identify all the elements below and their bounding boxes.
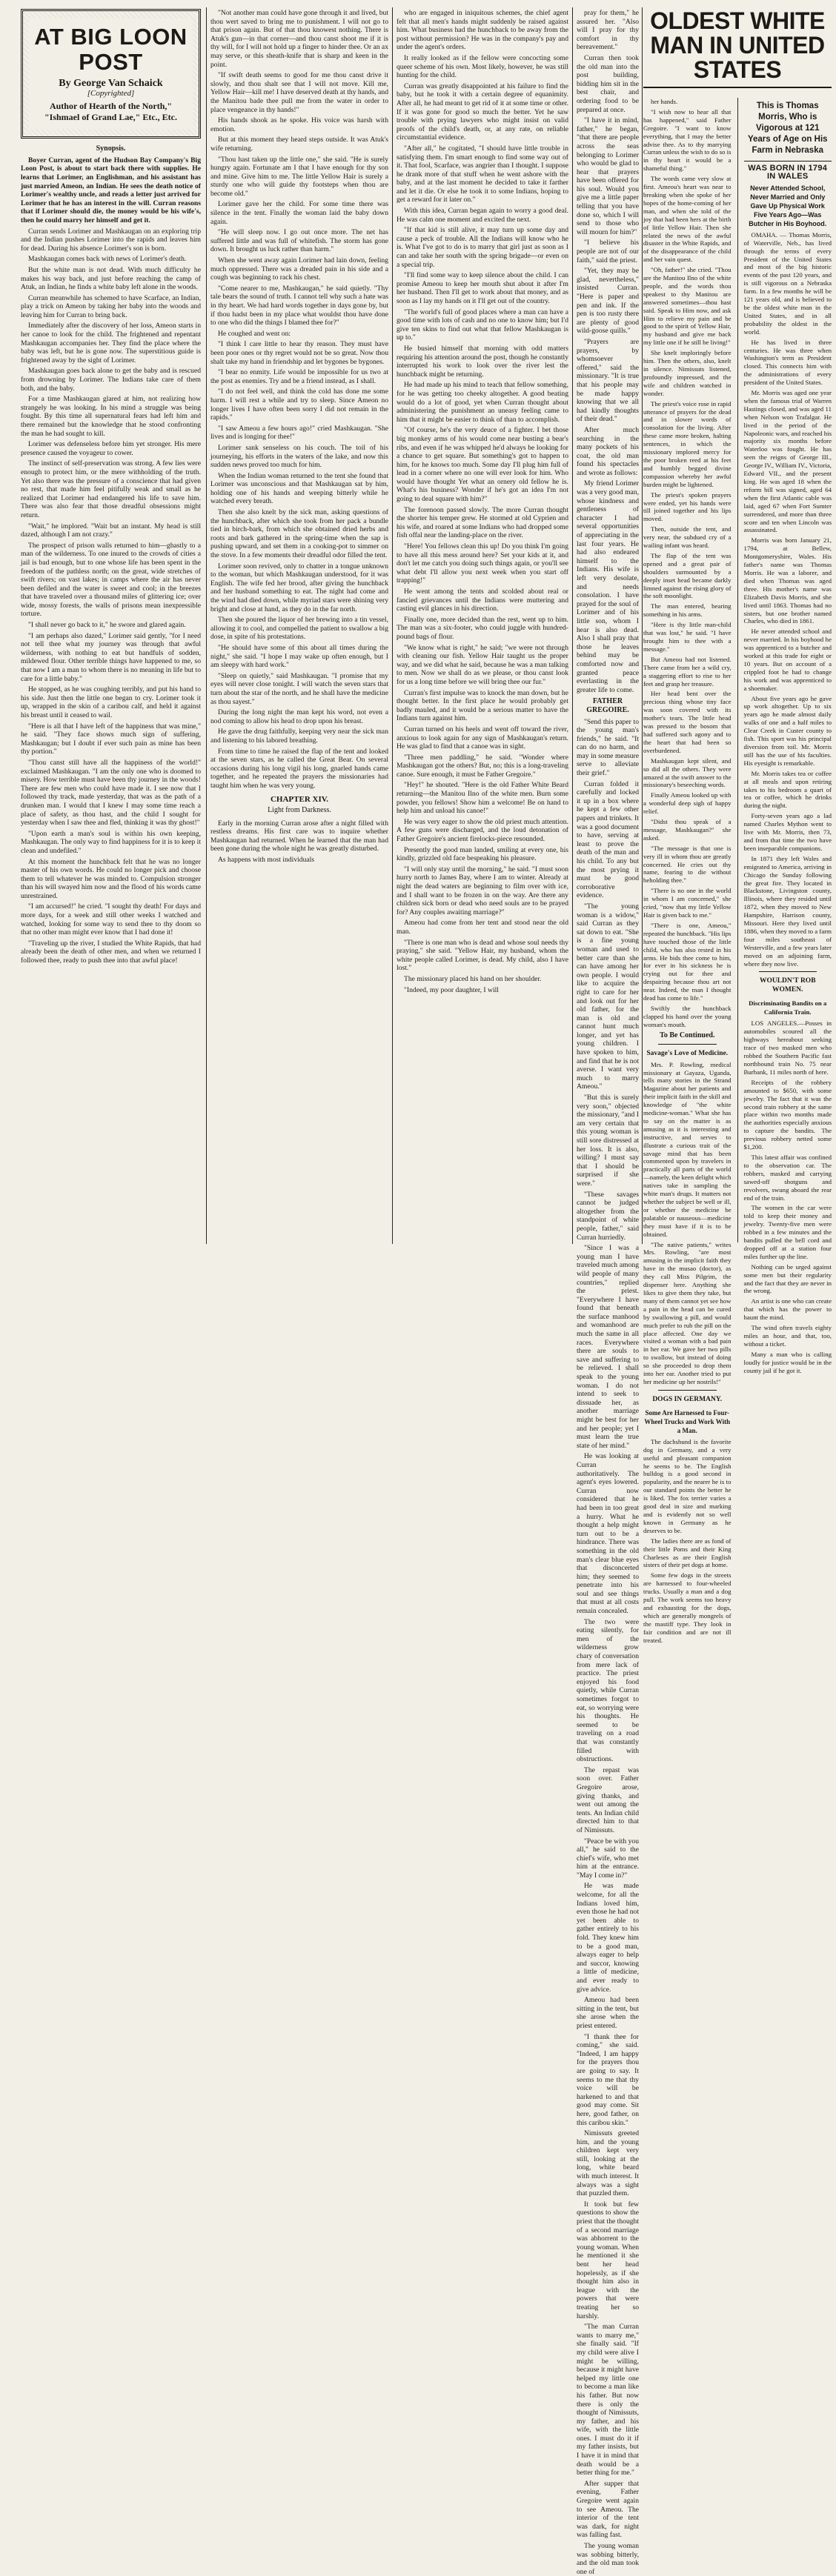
paragraph: The two were eating silently, for men of the wilderness grow chary of conversation from mere lack of practice. The priest enjoyed his food quietly, while Curran sometimes forgot to eat, so worrying were his thoughts. He seemed to be traveling on a road that was constantly filled with obstructions. bbox=[577, 1617, 639, 1764]
paragraph: He has lived in three centuries. He was three when Washington's term as President closed. This connects him with the administrations of every president of the United States. bbox=[743, 338, 832, 387]
paragraph: The repast was soon over. Father Gregoire arose, giving thanks, and went out among the tents. An Indian child directed him to that of Nimissuts. bbox=[577, 1765, 639, 1834]
paragraph: But Ameou had not listened. There came from her a wild cry, a staggering effort to rise to her feet and grasp her treasure. bbox=[643, 655, 732, 688]
paragraph: "Here! You fellows clean this up! Do you think I'm going to have all this mess around here? Set your kids at it, and don't let me catch you doing such things again, or you'll see what debt I'll allow you next week when you start off trapping!" bbox=[397, 542, 568, 585]
paragraph: "Thou canst still have all the happiness of the world!" exclaimed Mashkaugan. "I am the only one who is doomed to misery. How terrible must have been thy journey in the woods! There are few men who could have made it. I see now that I followed thy track, made yesterday, that was as the path of a drunken man. I would that I knew I may some time reach a place of safety, as thou hast, and the child I sought for yesterday when I saw thee and fled, thinking it was thy ghost!" bbox=[21, 758, 201, 828]
paragraph: Mrs. P. Rowling, medical missionary at Gayaza, Uganda, tells many stories in the Strand Magazine about her patients and their implicit faith in the skill and knowledge of "the white medicine-woman." What she has to say on the matter is as amusing as it is interesting and instructive, and serves to illustrate a curious trait of the savage mind that has been commented upon by travelers in practically all parts of the world—namely, the keen delight which natives take in sampling the white man's drugs. It matters not whether the subject be well or ill, or whether the medicine be palatable or nauseous—medicine they must have if it is to be obtained. bbox=[643, 1060, 732, 1238]
paragraph: Lorimer sank senseless on his couch. The toil of his journeying, his efforts in the waters of the lake, and now this sudden news proved too much for him. bbox=[210, 443, 388, 470]
paragraph: For a time Mashkaugan glared at him, not realizing how strangely he was looking. In his mind a struggle was being fought. By this time all supernatural fears had left him and there remained but the knowledge that he stood confronting the man he had sought to kill. bbox=[21, 395, 201, 438]
paragraph: Mr. Morris takes tea or coffee at all meals and upon retiring takes to his bedroom a quart of tea or coffee, which he drinks during the night. bbox=[743, 769, 832, 810]
paragraph: The priest's spoken prayers were ended, yet his hands were till joined together and his lips moved. bbox=[643, 490, 732, 523]
paragraph: Many a man who is calling loudly for justice would be in the county jail if he got it. bbox=[743, 1350, 832, 1374]
paragraph: Curran folded it carefully and locked it up in a box where he kept a few other papers and trinkets. It was a good document to have, serving at least to prove the death of the man and his child. To any but the most prying it must be good corroborative evidence. bbox=[577, 779, 639, 900]
paragraph: "There is one man who is dead and whose soul needs thy praying," she said. "Yellow Hair, my husband, whom the white people called Lorimer, is dead. My child, also I have lost." bbox=[397, 938, 568, 973]
paragraph: It really looked as if the fellow were concocting some queer scheme of his own. Most likely, however, he was still hunting for the child. bbox=[397, 53, 568, 80]
column-rule bbox=[572, 7, 573, 1244]
dogs-deck: Some Are Harnessed to Four-Wheel Trucks and Work With a Man. bbox=[644, 1408, 731, 1434]
paragraph: "But this is surely very soon," objected the missionary, "and I am very certain that this young woman is still sore distressed at her loss. It is also, willing? I must say that I should be surprised if she were." bbox=[577, 1094, 639, 1188]
paragraph: "Come nearer to me, Mashkaugan," he said quietly. "Thy tale bears the sound of truth. I cannot tell why such a hate was in thy heart. We had hard words together in days gone by, but if thou hadst been in my place what wouldst thou have done to one who did the things I blamed thee for?" bbox=[210, 284, 388, 327]
paragraph: In 1871 they left Wales and emigrated to America, arriving in Chicago the Sunday following the great fire. They located in Blackstone, Livingston county, Illinois, where they resided until 1872, when they moved to New Hampshire, Harrison county, Missouri. Here they lived until 1886, when they moved to a farm four miles southeast of Westerville, and a few years later moved on an adjoining farm, where they now live. bbox=[743, 854, 832, 968]
paragraph: Presently the good man landed, smiling at every one, his kindly, grizzled old face bespeaking his pleasure. bbox=[397, 845, 568, 863]
story-col3-body bbox=[397, 9, 568, 994]
paragraph: But the white man is not dead. With much difficulty he makes his way back, and just before reaching the camp of Atuk, an Indian, he finds a white baby left alone in the woods. bbox=[21, 265, 201, 292]
right-col-a bbox=[643, 98, 732, 1644]
column-rule bbox=[737, 98, 738, 1242]
paragraph: "There is one, Ameou," repeated the hunchback. "His lips have touched those of the little child, who has also rested in his arms. He bids thee come to him, for ever in his sickness he is crying out for thee and despairing because thou art not near. Indeed, the man I thought dead has come to life." bbox=[643, 921, 732, 1002]
paragraph: "Didst thou speak of a message, Mashkaugan?" she asked. bbox=[643, 818, 732, 842]
paragraph: "Prayers are prayers, by whomsoever offered," said the missionary. "It is true that his people may be made happy knowing that we all had kindly thoughts of their dead." bbox=[577, 337, 639, 424]
paragraph: "Three men paddling," he said. "Wonder where Mashkaugan got the others? But, no; this is a long-traveling canoe. Sure enough, it must be Father Gregoire." bbox=[397, 753, 568, 779]
divider bbox=[658, 1044, 717, 1045]
paragraph: Finally one, more decided than the rest, went up to him. The man was a six-footer, who could juggle with hundred-pound bags of flour. bbox=[397, 615, 568, 641]
robbers-headline: WOULDN'T ROB WOMEN. bbox=[759, 977, 816, 994]
right-columns bbox=[643, 98, 832, 1644]
paragraph: "I believe his people are not of our faith," said the priest. bbox=[577, 239, 639, 264]
paragraph: It took but few questions to show the priest that the thought of a second marriage was abhorrent to the young woman. When he mentioned it she bent her head hopelessly, as if she thought him also in league with the powers that were treating her so harshly. bbox=[577, 2200, 639, 2320]
paragraph: The prospect of prison walls returned to him—ghastly to a man of the wilderness. To one inured to the crowds of cities a jail is bad enough, but to one whose life has been spent in the freedom of the pathless north; on the great, wide stretches of swift rivers; on vast lakes; in camps where the air has never been defiled and the water is sweet and cool; in the breezes that have traveled over a thousand miles of glittering ice; over wide, mossy forests, the walls of prisons mean inexpressible torture. bbox=[21, 541, 201, 619]
paragraph: The young woman was sobbing bitterly, and the old man took one of bbox=[577, 2542, 639, 2576]
paragraph: The wind often travels eighty miles an hour, and that, too, without a ticket. bbox=[743, 1324, 832, 1348]
paragraph: "Not another man could have gone through it and lived, but thou wert saved to bring me to punishment. I will not go to that prison again. But of that thou knowest nothing. There is Atuk's gun—in that corner—and thou canst shoot me if it is thy will, for I will not hold up a finger to hinder thee. Or an ax may serve, or this sheath-knife that is sharp and keen in the point. bbox=[210, 9, 388, 69]
story-title: AT BIG LOON POST bbox=[34, 24, 188, 75]
paragraph: Curran meanwhile has schemed to have Scarface, an Indian, play a trick on Ameon by taking her baby into the woods and leaving him for Curran to bring back. bbox=[21, 293, 201, 319]
paragraph: "There is no one in the world in whom I am concerned," she cried, "now that my little Yellow Hair is given back to me." bbox=[643, 887, 732, 919]
paragraph: "Peace be with you all," he said to the chief's wife, who met him at the entrance. "May I come in?" bbox=[577, 1837, 639, 1880]
story-column-2 bbox=[210, 9, 388, 1242]
paragraph: When the Indian woman returned to the tent she found that Lorimer was unconscious and that Mashkaugan sat by him, holding one of his hands and weeping bitterly while he watched every breath. bbox=[210, 471, 388, 506]
paragraph: "Traveling up the river, I studied the White Rapids, that had already been the death of other men, and when we returned I followed thee, ready to push thee into that awful place! bbox=[21, 939, 201, 965]
paragraph: Ameou had come from her tent and stood near the old man. bbox=[397, 919, 568, 936]
paragraph: Her head bent over the precious thing whose tiny face was soon covered with its mother's tears. The little head was pressed to the bosom that had suffered such agony and to the heart that had been so overburdened. bbox=[643, 690, 732, 754]
oldest-man-headline: OLDEST WHITE MAN IN UNITED STATES bbox=[650, 7, 825, 83]
paragraph: With this idea, Curran began again to worry a good deal. He was calm one moment and excited the next. bbox=[397, 207, 568, 224]
paragraph: "I think I care little to hear thy reason. They must have been poor ones or thy regret would not be so great. Now thou shalt take my hand in friendship and let bygones be bygones. bbox=[210, 340, 388, 366]
paragraph: "I wish now to hear all that has happened," said Father Gregoire. "I want to know everything, that I may the better advise thee. As to thy marrying Curran unless the wish to do so is in thy heart it would be a shameful thing." bbox=[643, 107, 732, 173]
paragraph: Lorimer gave her the child. For some time there was silence in the tent. Finally the woman laid the baby down again. bbox=[210, 200, 388, 226]
paragraph: Some few dogs in the streets are harnessed to four-wheeled trucks. Usually a man and a dog pull. The work seems too heavy and exhausting for the dogs, which are generally mongrels of the mastiff type. They look in fair condition and are not ill treated. bbox=[643, 1571, 732, 1644]
paragraph: her hands. bbox=[651, 98, 678, 105]
paragraph: Curran was greatly disappointed at his failure to find the baby, but he took it with a certain degree of equanimity. After all, he had meant to get rid of it at some time or other. If it was gone for good so much the better. Yet he saw trouble with prying lawyers who might insist on valid proofs of the child's death, or, at any rate, on reliable circumstantial evidence. bbox=[397, 81, 568, 142]
paragraph: "Since I was a young man I have traveled much among wild people of many countries," replied the priest. "Everywhere I have found that beneath the surface manhood and womanhood are much the same in all races. Everywhere there are souls to save and suffering to be relieved. I shall speak to the young woman. I do not intend to seek to dissuade her, as another marriage might be best for her and her people; yet I must learn the true state of her mind." bbox=[577, 1244, 639, 1450]
paragraph: "Hey!" he shouted. "Here is the old Father White Beard returning—the Manitou Ilno of the white men. Burn some powder, you fellows! Show him a welcome! Be on hand to help him and unload his canoe!" bbox=[397, 781, 568, 816]
paragraph: He was looking at Curran authoritatively. The agent's eyes lowered. Curran now considered that he had been in too great a hurry. What he thought a help might turn out to be a hindrance. There was something in the old man's clear blue eyes that disconcerted him; they seemed to penetrate into his soul and see things that must at all costs remain concealed. bbox=[577, 1452, 639, 1616]
paragraph: "Send this paper to the young man's friends," he said. "It can do no harm, and may in some measure serve to alleviate their grief." bbox=[577, 717, 639, 778]
paragraph: "Sleep on quietly," said Mashkaugan. "I promise that my eyes will never close tonight. I will watch the seven stars that turn about the star of the north, and he shall have the medicine as thou sayest." bbox=[210, 671, 388, 706]
paragraph: The missionary placed his hand on her shoulder. bbox=[404, 974, 542, 983]
paragraph: "Oh, father!" she cried. "Thou are the Manitou Ilno of the white people, and the words thou speakest to thy Manitou are answered sometimes—thou hast said. Speak to Him now, and ask Him to relieve my pain and be good to the spirit of Yellow Hair, my husband and give me back my little one if he still be living!" bbox=[643, 266, 732, 347]
story-byline: By George Van Schaick bbox=[59, 78, 163, 89]
paragraph: who are engaged in iniquitous schemes, the chief agent felt that all men's hands might suddenly be raised against him. What business had the hunchback to be away from the post without permission? He was in the company's pay and under the agent's orders. bbox=[397, 9, 568, 52]
paragraph: The ladies there are as fond of their little Poms and their King Charleses as are their English sisters of their pet dogs at home. bbox=[643, 1537, 732, 1569]
paragraph: This latest affair was confined to the observation car. The robbers, masked and carrying sawed-off shotguns and revolvers, swung aboard the rear end of the train. bbox=[743, 1153, 832, 1202]
paragraph: After much searching in the many pockets of his coat, the old man found his spectacles and wrote as follows: bbox=[577, 425, 639, 477]
paragraph: The words came very slow at first. Ameou's heart was near to breaking when she spoke of her hopes of the home-coming of her man, and when she told of the joy that had been hers at the birth of little Yellow Hair. Then she related the news of the awful disaster in the White Rapids, and of the disappearance of the child and her vain quest. bbox=[643, 175, 732, 264]
paragraph: "I saw Ameou a few hours ago!" cried Mashkaugan. "She lives and is longing for thee!" bbox=[210, 424, 388, 442]
paragraph: About five years ago he gave up work altogether. Up to six years ago he made almost daily walks of one and a half miles to Clear Creek in Custer county to fish. This sport was his principal diversion from toil. Mr. Morris still has the use of his faculties. His eyesight is remarkable. bbox=[743, 694, 832, 767]
oldest-man-deck: This is Thomas Morris, Who is Vigorous at 121 Years of Age on His Farm in Nebraska bbox=[747, 101, 828, 155]
paragraph: He was very eager to show the old priest much attention. A few guns were discharged, and the loud detonation of Father Gregoire's ancient firelocks-piece resounded. bbox=[397, 817, 568, 844]
divider bbox=[759, 971, 817, 972]
paragraph: The priest's voice rose in rapid utterance of prayers for the dead and in slower words of consolation for the living. After these came more broken, halting sentences, in which the missionary implored mercy for the poor broken reed at his feet and humbly begged divine compassion whereby her awful burden might be lightened. bbox=[643, 399, 732, 488]
paragraph: As happens with most individuals bbox=[218, 856, 315, 865]
paragraph: "He will sleep now. I go out once more. The net has suffered little and was full of whitefish. The storm has gone down. It brought us luck rather than harm." bbox=[210, 228, 388, 254]
paragraph: FATHER GREGOIRE. bbox=[586, 697, 629, 714]
divider bbox=[658, 1390, 717, 1391]
story-col4-body bbox=[577, 9, 639, 2576]
paragraph: Early in the morning Curran arose after a night filled with restless dreams. His first care was to inquire whether Mashkaugan had returned. When he learned that the man had been gone during the whole night he was greatly disturbed. bbox=[210, 819, 388, 853]
paragraph: "If swift death seems to good for me thou canst drive it slowly, and thou shalt see that I will not move. Kill me, Yellow Hair—kill me! I have deserved death at thy hands, and the Manitou bade thee pull me from the water in order to place vengeance in thy hands!" bbox=[210, 71, 388, 114]
paragraph: Forty-seven years ago a lad named Charles Mython went to live with Mr. Morris, then 73, and from that time the two have been inseparable companions. bbox=[743, 812, 832, 852]
paragraph: He had made up his mind to teach that fellow something, for he was getting too cheeky altogether. A good beating would do a lot of good, yet when Curran thought about administering the punishment an uneasy feeling came to him that it might be easier to think of than to accomplish. bbox=[397, 381, 568, 424]
paragraph: He went among the tents and scolded about real or fancied grievances until the Indians were muttering and casting evil glances in his direction. bbox=[397, 588, 568, 613]
medicine-body bbox=[643, 1061, 732, 1386]
paragraph: The instinct of self-preservation was strong. A few lies were enough to protect him, or the mere withholding of the truth. Yet also there was the pressure of a conscience that had given no rest, that made him feel pitifully weak and small as he realized that Lorimer had endangered his life to save him. There was also fear that those dreadful obsessions might return. bbox=[21, 459, 201, 519]
medicine-headline: Savage's Love of Medicine. bbox=[646, 1049, 729, 1057]
paragraph: Lorimer was defenseless before him yet stronger. His mere presence caused the voyageur to cower. bbox=[21, 440, 201, 457]
story-col1-body bbox=[21, 227, 201, 965]
paragraph: An artist is one who can create that which has the power to haunt the mind. bbox=[743, 1297, 832, 1322]
paragraph: "Wait," he implored. "Wait but an instant. My head is still dazed, although I am not crazy." bbox=[21, 522, 201, 539]
paragraph: "I shall never go back to it," he swore and glared again. bbox=[28, 621, 186, 630]
paragraph: At this moment the hunchback felt that he was no longer master of his own words. He could no longer pick and choose them to tell whatever he was minded to. Compulsion stronger than his will swayed him now and the flood of his words came unrestrained. bbox=[21, 857, 201, 900]
paragraph: "Upon earth a man's soul is within his own keeping, Mashkaugan. The only way to find happiness for it is to keep it clean and undefiled." bbox=[21, 829, 201, 855]
paragraph: OMAHA. — Thomas Morris, of Waterville, Neb., has lived through the terms of every President of the United States and most of the big historic events of the past 120 years, and is still vigorous on a Nebraska farm. In a few months he will be 121 years old, and is believed to be the oldest white man in the United States, and in all probability the oldest in the world. bbox=[743, 230, 832, 336]
story-col5-body bbox=[643, 98, 732, 1029]
right-col-b bbox=[743, 98, 832, 1374]
paragraph: Nothing can be urged against some men but their regularity and the fact that they are never in the wrong. bbox=[743, 1262, 832, 1295]
paragraph: "He should have some of this about all times during the night," she said. "I hope I may wake up often enough, but I am sleepy with hard work." bbox=[210, 643, 388, 670]
paragraph: Then, outside the tent, and very near, the subdued cry of a wailing infant was heard. bbox=[643, 525, 732, 550]
dogs-headline: DOGS IN GERMANY. bbox=[652, 1395, 723, 1403]
paragraph: CHAPTER XIV. bbox=[270, 795, 329, 805]
paragraph: Light from Darkness. bbox=[268, 806, 331, 815]
paragraph: She knelt imploringly before him. Then the others, also, knelt in silence. Nimissuts listened, profoundly impressed, and the wife and children watched in wonder. bbox=[643, 349, 732, 397]
paragraph: Receipts of the robbery amounted to $650, with some jewelry. The fact that it was the second train robbery at the same place within two months made the authorities especially anxious to capture the bandits. The previous robbery netted some $1,200. bbox=[743, 1078, 832, 1151]
paragraph: Curran sends Lorimer and Mashkaugan on an exploring trip and the Indian pushes Lorimer into the rapids and leaves him for dead. During his absence Lorimer's son is born. bbox=[21, 227, 201, 253]
story-title-box bbox=[21, 9, 201, 139]
paragraph: "I do not feel well, and think the cold has done me some harm. I will rest a while and try to sleep. Since Ameon no longer lives I have often been sorry I did not remain in the rapids." bbox=[210, 387, 388, 422]
paragraph: Finally Ameou looked up with a wonderful deep sigh of happy relief. bbox=[643, 791, 732, 816]
story-col2-body bbox=[210, 9, 388, 865]
paragraph: He never attended school and never married. In his boyhood he was apprenticed to a butcher and worked at this trade for eight or 10 years. But on account of a crippled foot he had to change his work and was apprenticed to a shoemaker. bbox=[743, 628, 832, 692]
paragraph: "I am accursed!" he cried. "I sought thy death! For days and more days, for a week and still other weeks I watched and watched, looking for some way to send thee to thy doom so that no other man might ever know that I had done it! bbox=[21, 902, 201, 937]
paragraph: Nimissuts greeted him, and the young children kept very still, looking at the long, white beard with much interest. It always was a sight that puzzled them. bbox=[577, 2129, 639, 2198]
story-column-1 bbox=[21, 9, 201, 1242]
paragraph: "Of course, he's the very deuce of a fighter. I bet those big monkey arms of his would come near busting a bear's ribs, and even if he was whipped he'd always be looking for a chance to get square. But something's got to happen to him, for he knows too much. Some day I'll plug him full of lead in a corner where no one will ever look for him. Who would have thought Yet what an ornery old fellow he is. What's his business? Wonder if he's got an idea I'm not going to deal square with him?" bbox=[397, 426, 568, 504]
paragraph: Then she poured the liquor of her brewing into a tin vessel, allowing it to cool, and compelled the patient to swallow a big dose, in spite of his protestations. bbox=[210, 616, 388, 642]
oldest-man-body bbox=[744, 231, 832, 968]
paragraph: "The world's full of good places where a man can have a good time with lots of cash and no one to know him; but I'd give ten skins to find out what that fellow Mashkaugan is up to." bbox=[397, 307, 568, 342]
paragraph: "If that kid is still alive, it may turn up some day and cause a peck of trouble. All the Indians will know who he is. What I've got to do is to marry that girl just as soon as I can and take her south with the spring brigade—or even on a special trip. bbox=[397, 226, 568, 269]
paragraph: Swiftly the hunchback clapped his hand over the young woman's mouth. bbox=[643, 1004, 732, 1028]
paragraph: Curran then took the old man into the post building, bidding him sit in the best chair, and ordering food to be prepared at once. bbox=[577, 53, 639, 114]
column-rule bbox=[642, 7, 643, 1244]
paragraph: My friend Lorimer was a very good man, whose kindness and gentleness of character I had several opportunities of appreciating in the last four years. He had also endeared himself to the Indians. His wife is left very desolate, and needs consolation. I have prayed for the soul of Lorimer and of his little son, whom I hear is also dead. Also I shall pray that those he leaves behind may be comforted now and granted peace everlasting in the greater life to come. bbox=[577, 479, 639, 694]
oldest-man-born: WAS BORN IN 1794 IN WALES bbox=[744, 161, 832, 181]
paragraph: After supper that evening, Father Gregoire went again to see Ameou. The interior of the tent was dark, for night was falling fast. bbox=[577, 2479, 639, 2540]
paragraph: pray for them," he assured her. "Also will I pray for thy comfort in thy bereavement." bbox=[577, 9, 639, 52]
paragraph: "Indeed, my poor daughter, I will bbox=[404, 985, 499, 994]
story-column-4 bbox=[577, 9, 639, 2576]
paragraph: "I thank thee for coming," she said. "Indeed, I am happy for the prayers thou are going to say. It seems to me that thy voice will be harkened to and that good may come. Sit here, good father, on this caribou skin." bbox=[577, 2032, 639, 2127]
paragraph: Then she also knelt by the sick man, asking questions of the hunchback, after which she took from her pack a bundle tied in birch-bark, from which she obtained dried herbs and roots and bark gathered in the spring-time when the sap is pushing upward, and set them in a cooking-pot to simmer on the stove. In a few moments their dreadful odor filled the tent. bbox=[210, 508, 388, 560]
paragraph: He was made welcome, for all the Indians loved him, even those he had not yet been able to gather entirely to his fold. They knew him to be a good man, always eager to help and succor, knowing a little of medicine, and ever ready to give advice. bbox=[577, 1882, 639, 1994]
synopsis-label: Synopsis. bbox=[96, 144, 126, 153]
paragraph: "I am perhaps also dazed," Lorimer said gently, "for I need not tell thee what my journey was through that awful wilderness, with nothing to eat but handfuls of sodden, mildewed flour. Other terrible things have happened to me, so that now I am a man to whom there is no meaning in life but to care for a little baby." bbox=[21, 631, 201, 683]
paragraph: The dachshund is the favorite dog in Germany, and a very useful and pleasant companion he seems to be. The English bulldog is a good second in popularity, and the nearer he is to our standard points the better he is liked. The fox terrier varies a good deal in size and marking and is evidently not so well known in Germany as he deserves to be. bbox=[643, 1437, 732, 1534]
paragraph: "These savages cannot be judged altogether from the standpoint of white people, father," said Curran hurriedly. bbox=[577, 1190, 639, 1242]
paragraph: "The young woman is a widow," said Curran as they sat down to eat. "She is a fine young woman and used to better care than she can have among her own people. I would like to acquire the right to care for her and look out for her old father, for the man is old and cannot hunt much longer, and yet has young children. I have spoken to him, and find that he is not averse. I want very much to marry Ameou." bbox=[577, 902, 639, 1091]
oldest-man-header bbox=[643, 7, 832, 88]
paragraph: When she went away again Lorimer had lain down, feeling much oppressed. There was a dreaded pain in his side and a cough was beginning to rack his chest. bbox=[210, 256, 388, 282]
paragraph: "I have it in mind, father," he began, "that there are people across the seas belonging to Lorimer who would be glad to hear that prayers have been offered for his soul. Would you give me a little paper telling that you have done so, which I will send to those who will mourn for him?" bbox=[577, 116, 639, 236]
paragraph: Mashkaugan goes back alone to get the baby and is rescued from drowning by Lorimer. The Indians take care of them both, and the baby. bbox=[21, 367, 201, 393]
story-author-credit: Author of Hearth of the North," "Ishmael of Grand Lae," Etc., Etc. bbox=[44, 101, 177, 123]
paragraph: Immediately after the discovery of her loss, Ameon starts in her canoe to look for the child. The frightened and repentant Mashkaugan accompanies her. They find the place where the baby was left, but he is gone now. The superstitious guide is frightened away by the sight of Lorimer. bbox=[21, 322, 201, 365]
paragraph: Ameou had been sitting in the tent, but she arose when the priest entered. bbox=[577, 1996, 639, 2030]
paragraph: The women in the car were told to keep their money and jewelry. Twenty-five men were robbed in a few minutes and the bandits pulled the bell cord and dropped off at a station four miles further up the line. bbox=[743, 1204, 832, 1260]
paragraph: He stopped, as he was coughing terribly, and put his hand to his side. Just then the little one began to cry. Lorimer took it up, wrapped in the skin of a caribou calf, and held it against his breast until it ceased to wail. bbox=[21, 685, 201, 719]
paragraph: But at this moment they heard steps outside. It was Atuk's wife returning. bbox=[210, 136, 388, 153]
paragraph: Morris was born January 21, 1794, at Bellew, Montgomeryshire, Wales. His father's name was Thomas Morris. He was a laborer, and died when Thomas was aged three. His mother's name was Elizabeth Davis Morris, and she lived until 1863. Thomas had no sisters, but one brother named Charles, who died in 1861. bbox=[743, 536, 832, 625]
dogs-body bbox=[643, 1438, 732, 1645]
paragraph: He busied himself that morning with odd matters requiring his attention around the post, though he constantly interrupted his work to look over the river lest the hunchback might be returning. bbox=[397, 344, 568, 379]
column-rule bbox=[392, 7, 393, 1244]
paragraph: The flap of the tent was opened and a great pair of shoulders surmounted by a deeply inset head became darkly limned against the rising glory of the soft moonlight. bbox=[643, 551, 732, 600]
paragraph: The man entered, bearing something in his arms. bbox=[643, 602, 732, 619]
paragraph: "The native patients," writes Mrs. Rowling, "are most amusing in the implicit faith they have in the musao (doctor), as they call Miss Pilgrim, the dispenser here. Anything she likes to give them they take, but many of them cannot yet see how a pain in the head can be cured by swallowing a pill, and would much prefer to rub the pill on the place affected. One day we visited a woman with a bad pain in her ear. We gave her two pills to swallow, but instead of doing so she proceeded to drop them into her ear. Another tried to put her medicine up her nostrils!" bbox=[643, 1240, 732, 1385]
paragraph: "Here is all that I have left of the happiness that was mine," he said. "They face shows much sign of suffering, Mashkaugan; but I doubt if ever such pain as mine has been thy portion." bbox=[21, 722, 201, 756]
paragraph: "Thou hast taken up the little one," she said. "He is surely hungry again. Fortunate am I that I have enough for thy son and mine. Give him to me. The little Yellow Hair is surely a sturdy one who will guide thy footsteps when thou are become old." bbox=[210, 155, 388, 198]
paragraph: "Here is thy little man-child that was lost," he said. "I have brought him to thee with a message." bbox=[643, 621, 732, 653]
synopsis-text: Boyer Curran, agent of the Hudson Bay Company's Big Loon Post, is about to start back there with supplies. He learns that Lorimer, an Englishman, and his assistant has just married Ameon, an Indian. He sees the death notice of Lorimer's wealthy uncle, and reads a letter just arrived for Lorimer that he has an interest in the will. Curran reasons that if Lorimer should die, the money would be his wife's, then he could marry her himself and get it. bbox=[21, 156, 201, 224]
robbers-body bbox=[744, 1019, 832, 1374]
paragraph: From time to time he raised the flap of the tent and looked at the seven stars, as he called the Great Bear. On several occasions during his long vigil his long, gnarled hands came together, and he repeated the prayers the missionaries had taught him when he was very young. bbox=[210, 747, 388, 790]
story-column-3 bbox=[397, 9, 568, 1242]
paragraph: "We know what is right," he said; "we were not through with cleaning our fish. Yellow Hair taught us the proper way, and we did what he said, because he was a man talking to men. Now we shall do as we please, or thou canst look for us a long time before we will bring thee our fur." bbox=[397, 643, 568, 686]
paragraph: Mashkaugan comes back with news of Lorimer's death. bbox=[28, 255, 187, 264]
paragraph: "Yet, they may be glad, nevertheless," insisted Curran. "Here is paper and pen and ink. If the pen is too rusty there are plenty of good wild-goose quills." bbox=[577, 267, 639, 336]
paragraph: LOS ANGELES.—Posses in automobiles scoured all the highways hereabout seeking trace of two masked men who robbed the Southern Pacific fast northbound train No. 75 near Burbank, 11 miles north of here. bbox=[743, 1019, 832, 1076]
column-rule bbox=[206, 7, 207, 1244]
to-be-continued: To Be Continued. bbox=[660, 1031, 715, 1039]
oldest-man-subdeck: Never Attended School, Never Married and Only Gave Up Physical Work Five Years Ago—Was Butcher in His Boyhood. bbox=[749, 184, 827, 227]
paragraph: "After all," he cogitated, "I should have little trouble in satisfying them. I'm smart enough to find some way out of it. That fool, Scarface, was angrier than I thought. I suppose he drank more of that stuff when he went ashore with the baby, and at the last moment he decided to take it farther and let it die. Or else he took it to some Indians, hoping to get a reward for it later on." bbox=[397, 144, 568, 204]
paragraph: During the long night the man kept his word, not even a nod coming to allow his head to drop upon his breast. bbox=[210, 708, 388, 725]
paragraph: His hands shook as he spoke. His voice was harsh with emotion. bbox=[210, 116, 388, 133]
paragraph: He gave the drug faithfully, keeping very near the sick man and listening to his labored breathing. bbox=[210, 728, 388, 745]
paragraph: Mr. Morris was aged one year when the famous trial of Warren Hastings closed, and was aged 11 when Nelson won Trafalgar. He lived in the period of the Napoleonic wars, and reached his majority six months before Waterloo was fought. He has seen the reigns of George III., George IV., William IV., Victoria, Edward VII., and the present king. He was aged 18 when the reform bill was signed, aged 64 when the first Atlantic cable was laid, aged 67 when Fort Sumter surrendered, and more than three score and ten when Lincoln was assassinated. bbox=[743, 389, 832, 534]
paragraph: Curran turned on his heels and went off toward the river, anxious to look again for any sign of Mashkaugan's return. He was glad to find that a canoe was in sight. bbox=[397, 725, 568, 751]
paragraph: Mashkaugan kept silent, and so did all the others. They were amazed at the swift answer to the missionary's beseeching words. bbox=[643, 756, 732, 789]
paragraph: "The message is that one is very ill in whom thou are greatly concerned. He cries out thy name, fearing to die without beholding thee." bbox=[643, 844, 732, 885]
paragraph: The forenoon passed slowly. The more Curran thought the shorter his temper grew. He stormed at old Cyprien and his wife, and roared at some Indians who had dropped some fish offal near the landing-place on the river. bbox=[397, 505, 568, 540]
paragraph: "The man Curran wants to marry me," she finally said. "If my child were alive I might be willing, because it might have helped my little one to become a man like his father. But now there is only the thought of Nimissuts, my father, and his wife, with the little ones. I must do it if my father insists, but I have it in mind that death would be a better thing for me." bbox=[577, 2323, 639, 2477]
paragraph: He coughed and went on: bbox=[218, 329, 291, 338]
paragraph: "I will only stay until the morning," he said. "I must soon hurry north to James Bay, where I am to winter. Already at night the dead waters are beginning to film over with ice, and I shall want to be frozen in on the way. Are there any children sick born or dead who need souls are to be prayed for? Any couples awaiting marriage?" bbox=[397, 865, 568, 916]
paragraph: "I'll find some way to keep silence about the child. I can promise Ameou to keep her mouth shut about it after I'm her husband. Then I'll get to work about that money, and as soon as I lay my hands on it I'll get out of the country. bbox=[397, 271, 568, 305]
robbers-deck: Discriminating Bandits on a California Train. bbox=[749, 999, 827, 1016]
paragraph: Curran's first impulse was to knock the man down, but he thought better. In the first place he would probably get badly mauled, and it would be a serious matter to have the Indians turn against him. bbox=[397, 688, 568, 723]
paragraph: Lorimer soon revived, only to chatter in a tongue unknown to the woman, but which Mashkaugan understood, for it was English. The wife fed her brood, after giving the hunchback and her husband something to eat. The night had come and the wind had died down, while myriad stars were shining very bright and close at hand, as they do in the far north. bbox=[210, 562, 388, 613]
story-copyright: [Copyrighted] bbox=[87, 88, 135, 98]
paragraph: "I bear no enmity. Life would be impossible for us two at the post as enemies. Try and be a friend instead, as I shall. bbox=[210, 368, 388, 385]
